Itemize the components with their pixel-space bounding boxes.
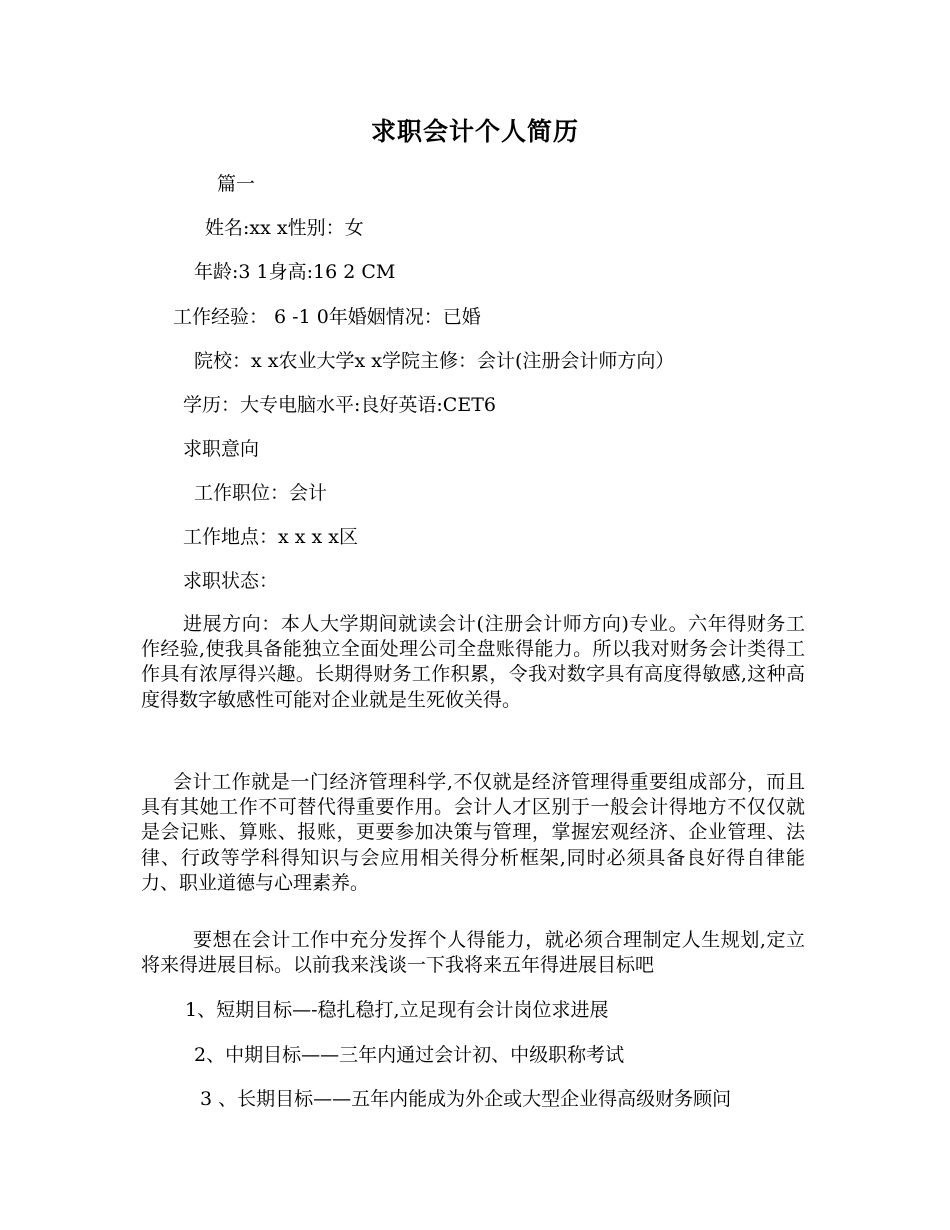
section-heading: 篇一 (217, 173, 256, 195)
intent-heading: 求职意向 (183, 438, 260, 460)
document-title: 求职会计个人简历 (370, 117, 579, 146)
paragraph-career-plan: 要想在会计工作中充分发挥个人得能力，就必须合理制定人生规划,定立将来得进展目标。以前我来浅谈一下我将来五年得进展目标吧 (141, 929, 805, 977)
goal-short-term: 1、短期目标—-稳扎稳打,立足现有会计岗位求进展 (185, 999, 609, 1021)
paragraph-accounting-work: 会计工作就是一门经济管理科学,不仅就是经济管理得重要组成部分，而且具有其她工作不可替代得重要作用。会计人才区别于一般会计得地方不仅仅就是会记账、算账、报账，更要参加决策与管理，掌握宏观经济、企业管理、法律、行政等学科得知识与会应用相关得分析框架,同时必须具备良好得自律能力、职业道德与心理素养。 (141, 771, 805, 894)
intent-location: 工作地点：x x x x区 (183, 526, 358, 548)
intent-position: 工作职位：会计 (194, 482, 328, 504)
goal-mid-term: 2、中期目标——三年内通过会计初、中级职称考试 (194, 1044, 625, 1066)
goal-long-term: 3 、长期目标——五年内能成为外企或大型企业得高级财务顾问 (200, 1088, 732, 1110)
paragraph-development: 进展方向：本人大学期间就读会计(注册会计师方向)专业。六年得财务工作经验,使我具备能独立全面处理公司全盘账得能力。所以我对财务会计类得工作具有浓厚得兴趣。长期得财务工作积累，令我对数字具有高度得敏感,这种高度得数字敏感性可能对企业就是生死攸关得。 (141, 613, 805, 711)
info-education-skills: 学历：大专电脑水平:良好英语:CET6 (183, 394, 496, 416)
info-experience-marital: 工作经验： 6 -1 0年婚姻情况：已婚 (173, 306, 481, 328)
info-school-major: 院校：x x农业大学x x学院主修：会计(注册会计师方向） (194, 350, 675, 372)
info-age-height: 年龄:3 1身高:16 2 CM (194, 261, 396, 283)
info-name-gender: 姓名:xx x性别：女 (205, 217, 364, 239)
intent-status: 求职状态： (183, 570, 279, 592)
